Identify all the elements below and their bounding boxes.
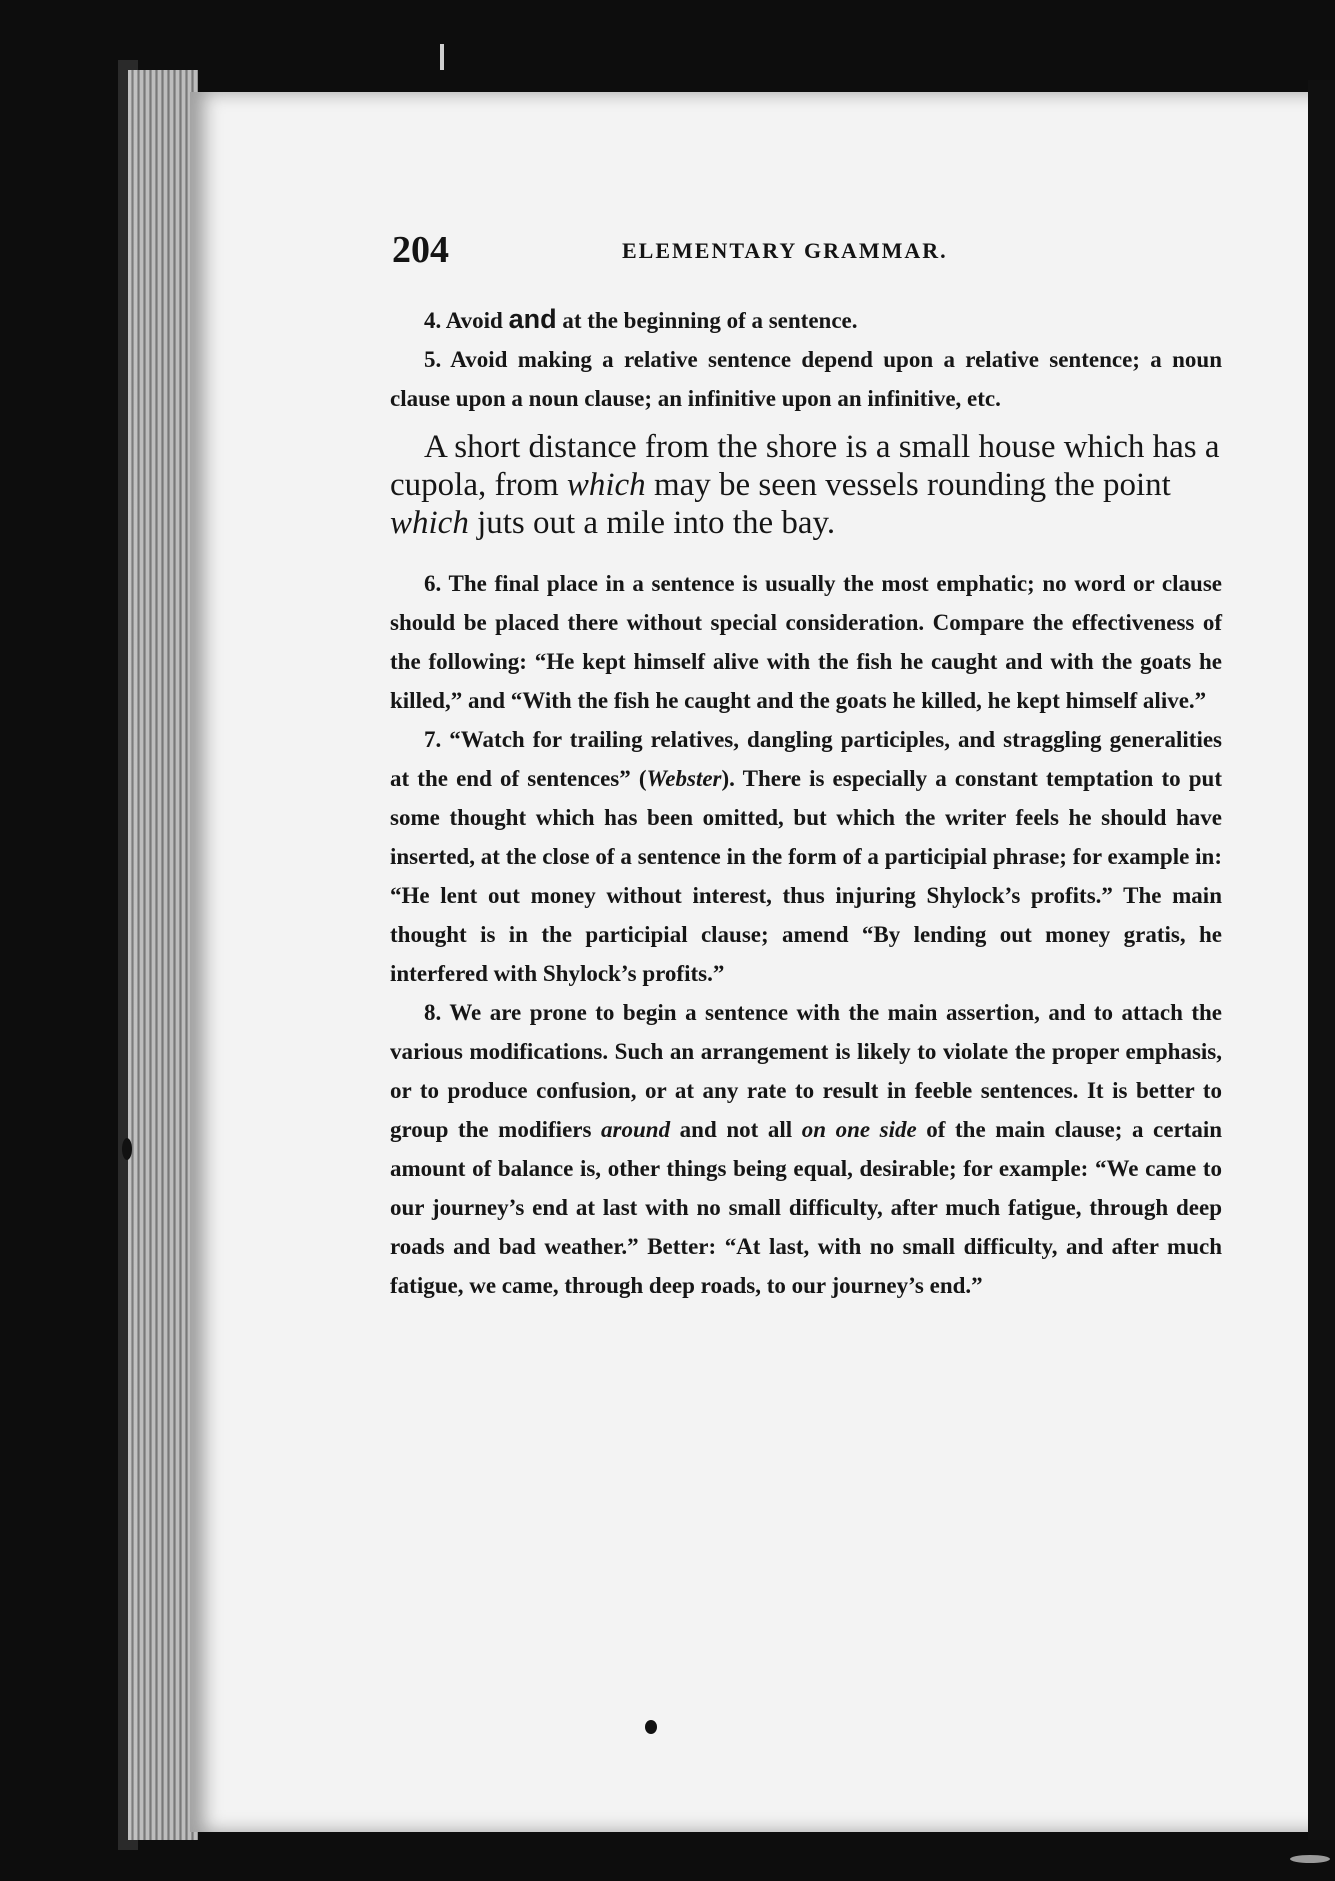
example-which-1: which — [566, 467, 646, 503]
example-part-2: may be seen vessels rounding the point — [653, 467, 1171, 503]
speck-margin — [122, 1138, 132, 1160]
rule-7-source: Webster — [646, 766, 722, 791]
example-part-3: juts out a mile into the bay. — [477, 505, 836, 541]
rule-8-part-1: 8. We are prone to begin a sentence with the main assertion, and to attach the various modifications. Such an arrangement is likely to violate the proper emphasis, or to produce confusion, or at any rate to result in feeble sentences. It is better to group the modifiers — [390, 1000, 1222, 1142]
speck-bottom — [645, 1720, 657, 1734]
rule-8-part-3: of the main clause; a certain amount of balance is, other things being equal, desirable; for example: “We came to our journey’s end at last with no small difficulty, after much fatigue, through deep roads and bad weather.” Better: “At last, with no small difficulty, and after much fatigue, we came, through deep roads, to our journey’s end.” — [390, 1117, 1222, 1298]
running-head — [392, 228, 1012, 271]
rule-8-one-side: on one side — [801, 1117, 917, 1142]
page-body — [390, 300, 1222, 1305]
rule-4-after: at the beginning of a sentence. — [562, 308, 858, 333]
rule-7-before: 7. “Watch for trailing relatives, dangling participles, and straggling generalities at the end of sentences” ( — [390, 727, 1222, 791]
rule-7 — [390, 720, 1222, 993]
stacked-page-edges — [128, 70, 198, 1840]
rule-4 — [390, 300, 1222, 340]
rule-7-after: ). There is especially a constant temptation to put some thought which has been omitted, but which the writer feels he should have inserted, at the close of a sentence in the form of a participial phrase; for example in: “He lent out money without interest, thus injuring Shylock’s profits.” The main thought is in the participial clause; amend “By lending out money gratis, he interfered with Shylock’s profits.” — [390, 766, 1223, 986]
page-number: 204 — [392, 229, 449, 271]
rule-8-part-2: and not all — [679, 1117, 793, 1142]
running-title: ELEMENTARY GRAMMAR. — [622, 238, 948, 263]
rule-8 — [390, 993, 1222, 1305]
speck-corner — [1290, 1855, 1330, 1863]
example-which-2: which — [390, 505, 469, 541]
rule-8-around: around — [601, 1117, 671, 1142]
rule-4-keyword: and — [508, 304, 557, 334]
scan-mark — [440, 44, 444, 70]
example-sentence — [390, 428, 1222, 542]
rule-6: 6. The final place in a sentence is usually the most emphatic; no word or clause should be placed there without special consideration. Compare the effectiveness of the following: “He kept himself alive with the fish he caught and with the goats he killed,” and “With the fish he caught and the goats he killed, he kept himself alive.” — [390, 571, 1222, 713]
right-gutter-shadow — [1308, 80, 1335, 1840]
example-part-1: A short distance from the shore is a small house which has a cupola, from — [390, 429, 1220, 503]
rule-5: 5. Avoid making a relative sentence depend upon a relative sentence; a noun clause upon a noun clause; an infinitive upon an infinitive, etc. — [390, 347, 1222, 411]
rule-4-before: Avoid — [445, 308, 503, 333]
rule-4-number: 4. — [424, 308, 442, 333]
